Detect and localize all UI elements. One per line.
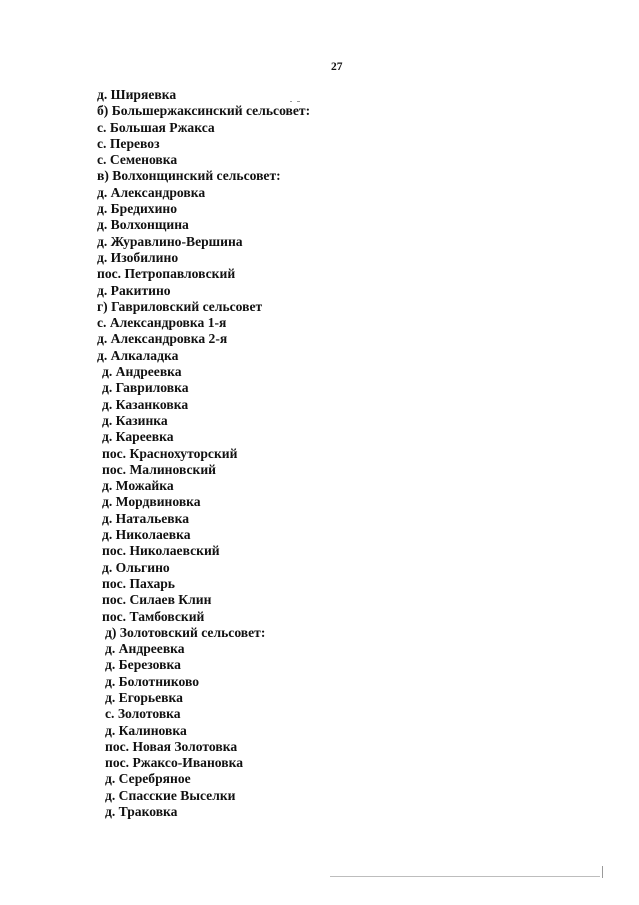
- list-item: г) Гавриловский сельсовет: [97, 298, 263, 314]
- page-number: 27: [331, 61, 343, 73]
- list-item: д. Серебряное: [105, 771, 191, 787]
- list-item: д. Андреевка: [105, 641, 185, 657]
- list-item: д. Волхонщина: [97, 217, 189, 233]
- list-item: пос. Малиновский: [102, 461, 216, 477]
- list-item: д. Казинка: [102, 412, 168, 428]
- list-item: с. Золотовка: [105, 706, 181, 722]
- list-item: д. Ракитино: [97, 282, 171, 298]
- list-item: пос. Новая Золотовка: [105, 738, 238, 754]
- list-item: д) Золотовский сельсовет:: [105, 624, 266, 640]
- scan-speck: [290, 101, 292, 102]
- scan-artifact-mark: [602, 866, 603, 878]
- list-item: б) Большержаксинский сельсовет:: [97, 103, 311, 119]
- list-item: д. Можайка: [102, 478, 174, 494]
- list-item: с. Перевоз: [97, 135, 160, 151]
- list-item: с. Александровка 1-я: [97, 315, 227, 331]
- settlement-list: [97, 87, 310, 820]
- scan-speck: [297, 101, 300, 102]
- list-item: д. Спасские Выселки: [105, 787, 236, 803]
- list-item: д. Егорьевка: [105, 689, 183, 705]
- list-item: д. Александровка: [97, 184, 206, 200]
- list-item: пос. Силаев Клин: [102, 592, 212, 608]
- list-item: д. Николаевка: [102, 527, 191, 543]
- list-item: д. Гавриловка: [102, 380, 189, 396]
- list-item: пос. Петропавловский: [97, 266, 236, 282]
- list-item: д. Александровка 2-я: [97, 331, 228, 347]
- list-item: д. Траковка: [105, 804, 178, 820]
- list-item: д. Березовка: [105, 657, 181, 673]
- list-item: д. Алкаладка: [97, 347, 179, 363]
- list-item: д. Ольгино: [102, 559, 170, 575]
- list-item: пос. Краснохуторский: [102, 445, 238, 461]
- list-item: д. Мордвиновка: [102, 494, 201, 510]
- list-item: д. Калиновка: [105, 722, 187, 738]
- list-item: в) Волхонщинский сельсовет:: [97, 168, 281, 184]
- list-item: пос. Ржаксо-Ивановка: [105, 755, 244, 771]
- list-item: пос. Пахарь: [102, 575, 175, 591]
- list-item: д. Изобилино: [97, 249, 179, 265]
- list-item: с. Семеновка: [97, 152, 178, 168]
- list-item: д. Казанковка: [102, 396, 189, 412]
- list-item: д. Болотниково: [105, 673, 200, 689]
- list-item: пос. Тамбовский: [102, 608, 205, 624]
- scan-artifact-line: [330, 876, 600, 877]
- list-item: д. Кареевка: [102, 429, 174, 445]
- list-item: д. Бредихино: [97, 201, 178, 217]
- list-item: пос. Николаевский: [102, 543, 220, 559]
- list-item: д. Журавлино-Вершина: [97, 233, 243, 249]
- list-item: с. Большая Ржакса: [97, 119, 215, 135]
- list-item: д. Натальевка: [102, 510, 190, 526]
- list-item: д. Ширяевка: [97, 87, 177, 102]
- list-item: д. Андреевка: [102, 364, 182, 380]
